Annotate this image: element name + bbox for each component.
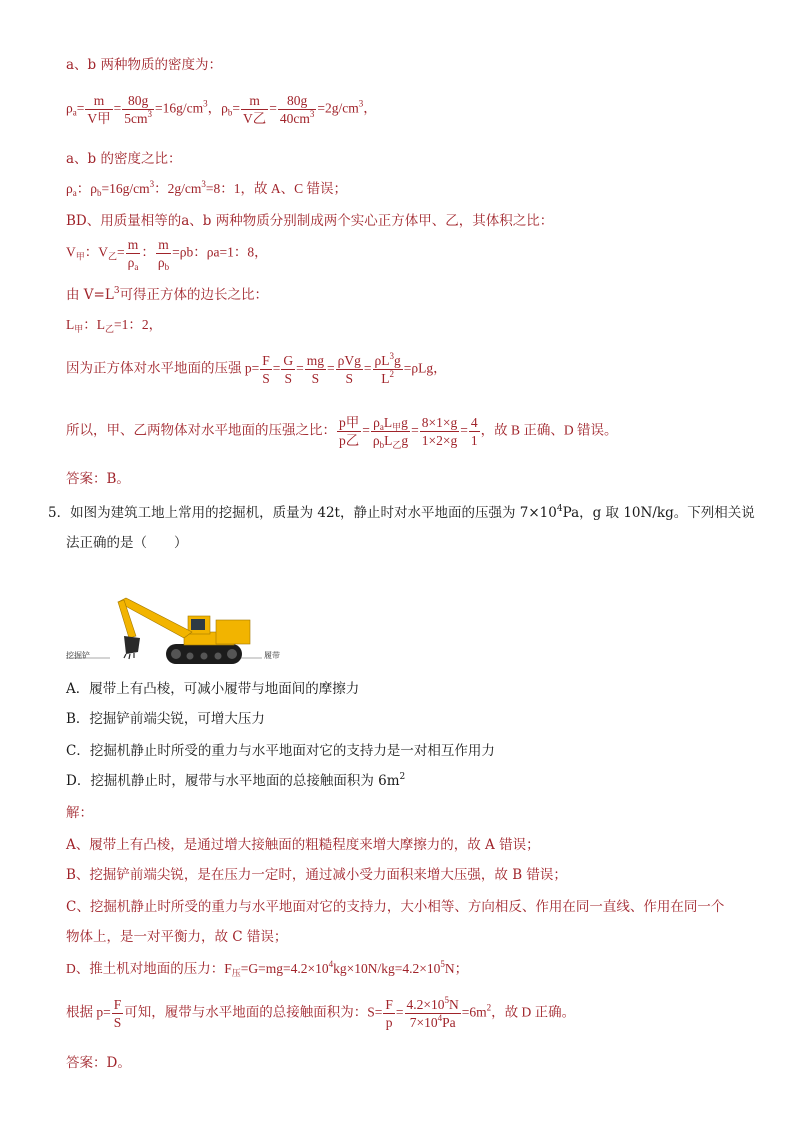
solution-a: A、履带上有凸棱，是通过增大接触面的粗糙程度来增大摩擦力的，故 A 错误； [66, 837, 540, 853]
question-5-line1: 5．如图为建筑工地上常用的挖掘机，质量为 42t，静止时对水平地面的压强为 $7\times 10^4Pa$，g 取 10N/kg。下列相关说 [48, 504, 755, 521]
answer-q4: 答案：B。 [66, 471, 130, 487]
excavator-image [66, 592, 288, 670]
solution-label: 解： [66, 805, 93, 821]
formula-side-ratio: $L_甲$：$L_乙=1$：2， [66, 317, 163, 334]
solution-b: B、挖掘铲前端尖锐，是在压力一定时，通过减小受力面积来增大压强，故 B 错误； [66, 867, 567, 883]
formula-density-ratio: $\rho_a$：$\rho_b=16g/cm^3$：$2g/cm^3=8$：1，故 A、C 错误； [66, 179, 347, 198]
solution-area: 根据 p= $\frac{F}{S}$ 可知，履带与水平地面的总接触面积为：S= $\frac{F}{p}$ = $\frac{4.2\times 10^5N}{7\times 10^4Pa}$ $=6m^2$，故 D 正确。 [66, 995, 576, 1030]
formula-density: $\rho_a=$ $\frac{m}{\text{V甲}}$ = $\frac{80g}{5cm^3}$ $=16g/cm^3$，$\rho_b=$ $\frac{m}{\text{V乙}}$ = $\frac{80g}{40cm^3}$ $=2g/cm^3$， [66, 93, 377, 126]
label-track: 履带 [264, 651, 280, 660]
solution-d: D、推土机对地面的压力：$F_压=G=mg=4.2\times 10^4kg\times 10N/kg=4.2\times 10^5N$； [66, 959, 469, 978]
engine-housing [216, 620, 250, 644]
formula-pressure-ratio: 所以，甲、乙两物体对水平地面的压强之比： $\frac{\text{p甲}}{\text{p乙}}$ = $\frac{\rho_aL_甲g}{\rho_bL_乙g}$ = $\frac{8\times 1\times g}{1\times 2\times g}$ = $\frac{4}{1}$ ，故 B 正确、D 错误。 [66, 415, 618, 450]
question-5-line2: 法正确的是（ ） [66, 535, 188, 551]
text-density-intro: a、b 两种物质的密度为： [66, 57, 222, 73]
excavator-figure [66, 592, 288, 670]
text-volume-ratio-intro: BD、用质量相等的a、b 两种物质分别制成两个实心正方体甲、乙，其体积之比： [66, 213, 554, 229]
bucket-icon [124, 636, 140, 654]
text-density-ratio-intro: a、b 的密度之比： [66, 151, 182, 167]
formula-volume-ratio: $V_甲$：$V_乙=$ $\frac{m}{\rho_a}$ ： $\frac{m}{\rho_b}$ =ρb：ρa=1：8， [66, 237, 268, 272]
formula-pressure: 因为正方体对水平地面的压强 p= $\frac{F}{S}$ = $\frac{G}{S}$ = $\frac{mg}{S}$ = $\frac{\text{ρVg}}{S}$ = $\frac{\rho L^3g}{L^2}$ =ρLg， [66, 351, 447, 386]
label-bucket: 挖掘铲 [66, 651, 90, 660]
text-side-length-intro: 由 $V=L^3$可得正方体的边长之比： [66, 286, 269, 303]
option-a: A．履带上有凸棱，可减小履带与地面间的摩擦力 [66, 681, 360, 697]
solution-c-line1: C、挖掘机静止时所受的重力与水平地面对它的支持力，大小相等、方向相反、作用在同一直线、作用在同一个 [66, 899, 725, 915]
option-d: D．挖掘机静止时，履带与水平地面的总接触面积为 $6m^2$ [66, 772, 406, 789]
solution-c-line2: 物体上，是一对平衡力，故 C 错误； [66, 929, 288, 945]
option-b: B．挖掘铲前端尖锐，可增大压力 [66, 711, 265, 727]
answer-q5: 答案：D。 [66, 1055, 131, 1071]
option-c: C．挖掘机静止时所受的重力与水平地面对它的支持力是一对相互作用力 [66, 743, 495, 759]
